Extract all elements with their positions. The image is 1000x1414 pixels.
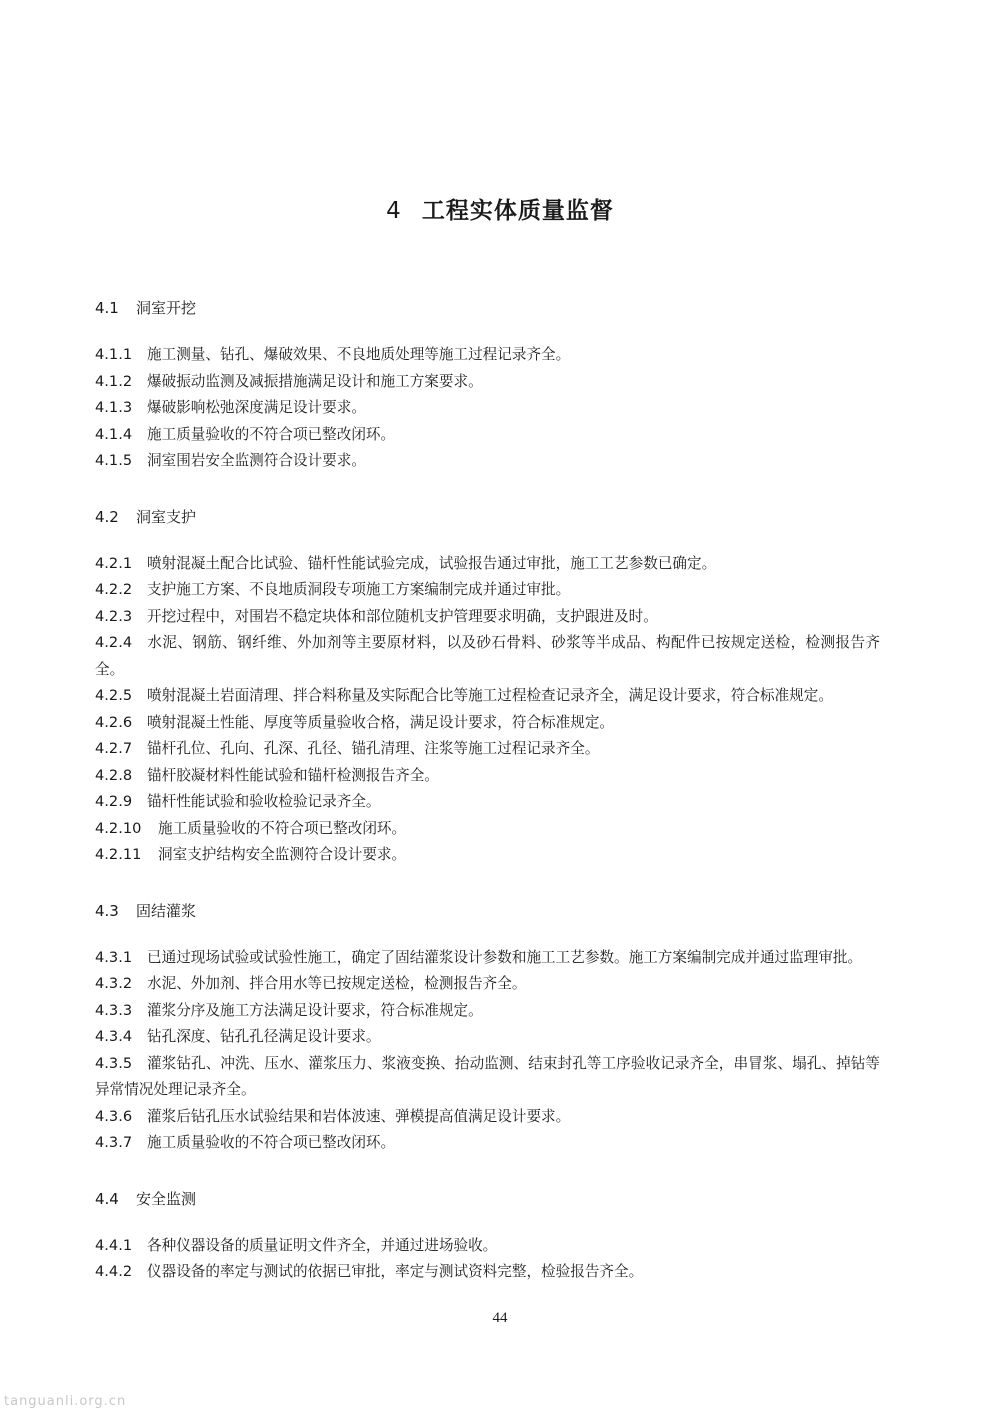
- clause-item: [95, 551, 880, 578]
- clause-item: [95, 448, 880, 475]
- section-number: 4.3: [95, 901, 119, 920]
- clause-number: 4.4.2: [95, 1263, 133, 1280]
- clause-number: 4.2.6: [95, 713, 133, 731]
- clause-number: 4.2.7: [95, 740, 133, 757]
- document-body: [95, 296, 880, 1316]
- clause-item: [95, 736, 880, 763]
- clause-number: 4.2.3: [95, 607, 133, 625]
- clause-item: [95, 1130, 880, 1157]
- clause-number: 4.3.4: [95, 1028, 133, 1045]
- section-number: 4.1: [95, 299, 119, 317]
- section-title: 洞室支护: [136, 507, 197, 526]
- clause-number: 4.2.1: [95, 554, 133, 572]
- clause-item: [95, 604, 880, 631]
- clause-text: 灌浆钻孔、冲洗、压水、灌浆压力、浆液变换、抬动监测、结束封孔等工序验收记录齐全，串冒浆、塌孔、掉钻等异常情况处理记录齐全。: [95, 1054, 880, 1098]
- section-number: 4.4: [95, 1189, 119, 1208]
- section-title: 安全监测: [136, 1189, 197, 1208]
- clause-text: 洞室支护结构安全监测符合设计要求。: [158, 846, 407, 863]
- section-heading: [95, 1187, 880, 1211]
- clause-text: 施工质量验收的不符合项已整改闭环。: [147, 425, 396, 443]
- clause-item: [95, 1024, 880, 1051]
- clause-number: 4.3.6: [95, 1107, 133, 1125]
- clause-item: [95, 395, 880, 422]
- clause-item: [95, 683, 880, 710]
- chapter-number: 4: [386, 198, 402, 224]
- page-number: 44: [492, 1310, 508, 1326]
- clause-text: 洞室围岩安全监测符合设计要求。: [147, 452, 366, 469]
- clause-number: 4.1.1: [95, 346, 133, 363]
- clause-text: 锚杆孔位、孔向、孔深、孔径、锚孔清理、注浆等施工过程记录齐全。: [147, 740, 600, 757]
- clause-item: [95, 763, 880, 790]
- clause-item: [95, 369, 880, 396]
- clause-number: 4.2.2: [95, 581, 133, 598]
- clause-number: 4.3.7: [95, 1134, 133, 1151]
- clause-text: 施工质量验收的不符合项已整改闭环。: [147, 1134, 396, 1151]
- clause-item: [95, 816, 880, 843]
- clause-number: 4.2.8: [95, 766, 133, 784]
- clause-number: 4.1.2: [95, 372, 133, 390]
- clause-text: 施工质量验收的不符合项已整改闭环。: [158, 819, 407, 837]
- clause-text: 钻孔深度、钻孔孔径满足设计要求。: [147, 1028, 381, 1045]
- section: [95, 899, 880, 1157]
- watermark: tanguanli.org.cn: [4, 1394, 127, 1409]
- section-title: 洞室开挖: [136, 299, 197, 317]
- clause-text: 已通过现场试验或试验性施工，确定了固结灌浆设计参数和施工工艺参数。施工方案编制完成并通过监理审批。: [147, 948, 863, 966]
- clause-item: [95, 630, 880, 683]
- clause-number: 4.2.10: [95, 819, 142, 837]
- clause-item: [95, 789, 880, 816]
- section: [95, 296, 880, 475]
- clause-number: 4.1.5: [95, 452, 133, 469]
- clause-item: [95, 577, 880, 604]
- clause-text: 爆破影响松弛深度满足设计要求。: [147, 399, 366, 416]
- clause-text: 施工测量、钻孔、爆破效果、不良地质处理等施工过程记录齐全。: [147, 346, 571, 363]
- clause-text: 锚杆胶凝材料性能试验和锚杆检测报告齐全。: [147, 766, 439, 784]
- clause-number: 4.2.9: [95, 793, 133, 810]
- clause-number: 4.3.3: [95, 1001, 133, 1019]
- chapter-title-text: 工程实体质量监督: [421, 198, 614, 224]
- clause-item: [95, 710, 880, 737]
- clause-text: 喷射混凝土性能、厚度等质量验收合格，满足设计要求，符合标准规定。: [147, 713, 615, 731]
- clause-item: [95, 1051, 880, 1104]
- clause-item: [95, 998, 880, 1025]
- clause-item: [95, 971, 880, 998]
- section: [95, 505, 880, 869]
- clause-item: [95, 422, 880, 449]
- chapter-title: [0, 192, 1000, 225]
- clause-text: 水泥、钢筋、钢纤维、外加剂等主要原材料，以及砂石骨料、砂浆等半成品、构配件已按规定送检，检测报告齐全。: [95, 634, 880, 678]
- clause-item: [95, 1104, 880, 1131]
- section-number: 4.2: [95, 507, 119, 526]
- clause-number: 4.3.2: [95, 975, 133, 992]
- section-heading: [95, 505, 880, 529]
- clause-item: [95, 342, 880, 369]
- clause-text: 灌浆后钻孔压水试验结果和岩体波速、弹模提高值满足设计要求。: [147, 1107, 571, 1125]
- clause-number: 4.2.4: [95, 634, 133, 651]
- clause-text: 开挖过程中，对围岩不稳定块体和部位随机支护管理要求明确，支护跟进及时。: [147, 607, 658, 625]
- section-title: 固结灌浆: [136, 901, 197, 920]
- clause-text: 灌浆分序及施工方法满足设计要求，符合标准规定。: [147, 1001, 483, 1019]
- clause-item: [95, 1259, 880, 1286]
- section-heading: [95, 899, 880, 923]
- clause-number: 4.2.5: [95, 687, 133, 704]
- clause-item: [95, 842, 880, 869]
- clause-text: 水泥、外加剂、拌合用水等已按规定送检，检测报告齐全。: [147, 975, 527, 992]
- section: [95, 1187, 880, 1286]
- clause-text: 喷射混凝土岩面清理、拌合料称量及实际配合比等施工过程检查记录齐全，满足设计要求，符合标准规定。: [147, 687, 833, 704]
- clause-number: 4.4.1: [95, 1236, 133, 1254]
- clause-item: [95, 945, 880, 972]
- clause-item: [95, 1233, 880, 1260]
- clause-number: 4.3.5: [95, 1054, 133, 1072]
- section-heading: [95, 296, 880, 320]
- clause-text: 爆破振动监测及减振措施满足设计和施工方案要求。: [147, 372, 483, 390]
- clause-number: 4.1.4: [95, 425, 133, 443]
- clause-text: 各种仪器设备的质量证明文件齐全，并通过进场验收。: [147, 1236, 498, 1254]
- clause-number: 4.2.11: [95, 846, 142, 863]
- clause-text: 喷射混凝土配合比试验、锚杆性能试验完成，试验报告通过审批，施工工艺参数已确定。: [147, 554, 717, 572]
- clause-text: 支护施工方案、不良地质洞段专项施工方案编制完成并通过审批。: [147, 581, 571, 598]
- clause-text: 锚杆性能试验和验收检验记录齐全。: [147, 793, 381, 810]
- clause-text: 仪器设备的率定与测试的依据已审批，率定与测试资料完整，检验报告齐全。: [147, 1263, 644, 1280]
- clause-number: 4.3.1: [95, 948, 133, 966]
- clause-number: 4.1.3: [95, 399, 133, 416]
